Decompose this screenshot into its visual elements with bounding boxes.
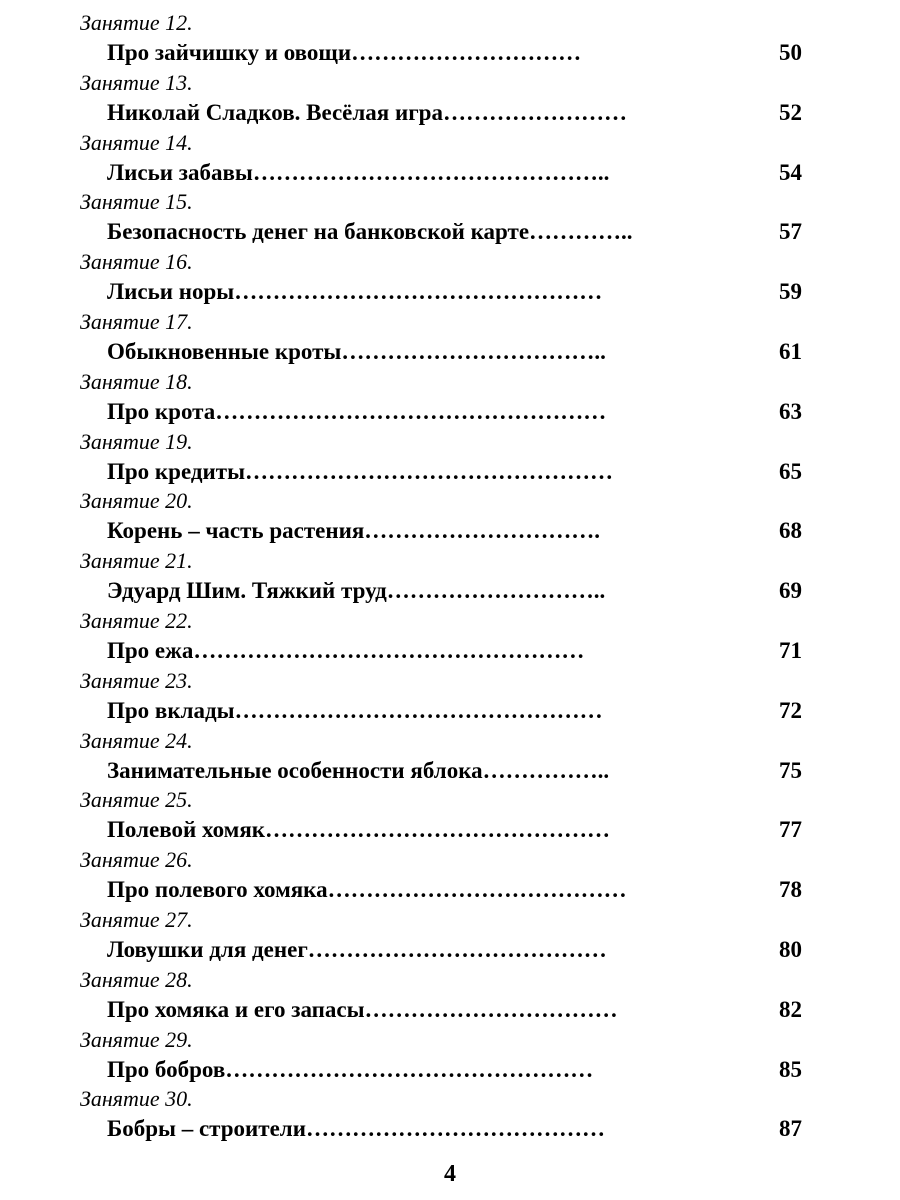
page-reference: 69 [779, 578, 802, 604]
lesson-number: Занятие 16. [80, 249, 193, 275]
lesson-number: Занятие 27. [80, 906, 193, 932]
lesson-title: Эдуард Шим. Тяжкий труд……………………….. [107, 578, 606, 604]
page-reference: 80 [779, 936, 802, 962]
page-reference: 75 [779, 757, 802, 783]
lesson-number: Занятие 28. [80, 966, 193, 992]
lesson-number: Занятие 24. [80, 727, 193, 753]
toc-entry [0, 130, 900, 190]
toc-entry [0, 787, 900, 847]
lesson-number: Занятие 15. [80, 189, 193, 215]
lesson-number: Занятие 14. [80, 129, 193, 155]
page-reference: 54 [779, 159, 802, 185]
lesson-number: Занятие 22. [80, 607, 193, 633]
lesson-title: Про вклады………………………………………… [107, 697, 603, 723]
lesson-title: Занимательные особенности яблока…………….. [107, 757, 610, 783]
lesson-title: Лисьи забавы……………………………………….. [107, 159, 610, 185]
page-reference: 52 [779, 99, 802, 125]
lesson-title: Про крота…………………………………………… [107, 398, 607, 424]
page-reference: 63 [779, 398, 802, 424]
page-reference: 65 [779, 458, 802, 484]
lesson-number: Занятие 29. [80, 1026, 193, 1052]
lesson-title: Николай Сладков. Весёлая игра…………………… [107, 99, 627, 125]
lesson-title: Обыкновенные кроты…………………………….. [107, 338, 606, 364]
toc-entry [0, 189, 900, 249]
toc-entry [0, 249, 900, 309]
lesson-number: Занятие 12. [80, 10, 193, 35]
lesson-title: Полевой хомяк……………………………………… [107, 817, 611, 843]
lesson-title: Бобры – строители………………………………… [107, 1116, 605, 1142]
toc-entry [0, 10, 900, 70]
lesson-title: Про зайчишку и овощи………………………… [107, 40, 582, 65]
toc-entry [0, 907, 900, 967]
lesson-title: Безопасность денег на банковской карте………….. [107, 219, 633, 245]
toc-entry [0, 1086, 900, 1146]
lesson-title: Про бобров………………………………………… [107, 1056, 594, 1082]
lesson-number: Занятие 13. [80, 69, 193, 95]
toc-entry [0, 488, 900, 548]
page-reference: 68 [779, 518, 802, 544]
lesson-number: Занятие 26. [80, 847, 193, 873]
lesson-title: Корень – часть растения…………………………. [107, 518, 601, 544]
toc-entry [0, 847, 900, 907]
toc-entry [0, 967, 900, 1027]
lesson-title: Про ежа…………………………………………… [107, 637, 585, 663]
toc-entry [0, 668, 900, 728]
page-reference: 85 [779, 1056, 802, 1082]
toc-entry [0, 548, 900, 608]
lesson-number: Занятие 25. [80, 787, 193, 813]
lesson-number: Занятие 21. [80, 548, 193, 574]
page-reference: 87 [779, 1116, 802, 1142]
table-of-contents [0, 10, 900, 1146]
toc-entry [0, 429, 900, 489]
page-reference: 61 [779, 338, 802, 364]
lesson-title: Ловушки для денег………………………………… [107, 936, 607, 962]
lesson-number: Занятие 30. [80, 1086, 193, 1112]
lesson-title: Про полевого хомяка………………………………… [107, 877, 627, 903]
page-reference: 77 [779, 817, 802, 843]
page-reference: 50 [779, 40, 802, 65]
page-reference: 82 [779, 996, 802, 1022]
lesson-number: Занятие 23. [80, 667, 193, 693]
page-reference: 71 [779, 637, 802, 663]
page-reference: 59 [779, 279, 802, 305]
toc-entry [0, 309, 900, 369]
toc-entry [0, 608, 900, 668]
lesson-number: Занятие 20. [80, 488, 193, 514]
lesson-number: Занятие 19. [80, 428, 193, 454]
page-reference: 78 [779, 877, 802, 903]
lesson-number: Занятие 17. [80, 308, 193, 334]
page-reference: 57 [779, 219, 802, 245]
lesson-title: Лисьи норы………………………………………… [107, 279, 603, 305]
toc-entry [0, 369, 900, 429]
lesson-title: Про хомяка и его запасы…………………………… [107, 996, 618, 1022]
lesson-title: Про кредиты………………………………………… [107, 458, 614, 484]
toc-entry [0, 70, 900, 130]
page-reference: 72 [779, 697, 802, 723]
lesson-number: Занятие 18. [80, 368, 193, 394]
toc-entry [0, 728, 900, 788]
toc-entry [0, 1027, 900, 1087]
page-number: 4 [444, 1161, 456, 1187]
